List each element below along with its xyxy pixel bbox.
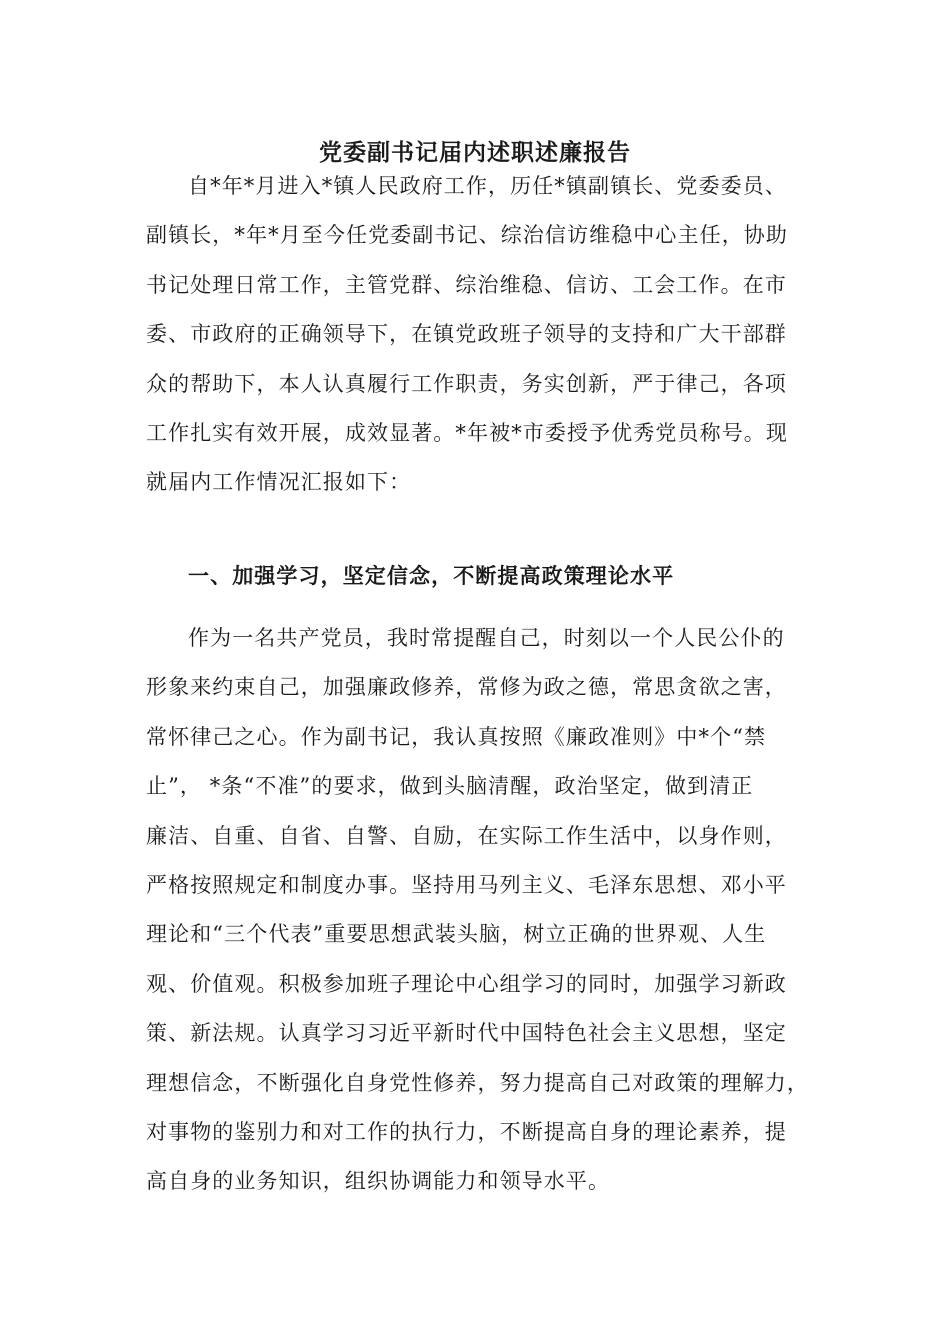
paragraph-line: 工作扎实有效开展，成效显著。*年被*市委授予优秀党员称号。现 xyxy=(146,420,788,445)
paragraph-line: 止”， *条“不准”的要求，做到头脑清醒，政治坚定，做到清正 xyxy=(146,774,754,799)
section-1-paragraph xyxy=(146,614,818,1207)
paragraph-line: 严格按照规定和制度办事。坚持用马列主义、毛泽东思想、邓小平 xyxy=(146,872,787,897)
paragraph-line: 作为一名共产党员，我时常提醒自己，时刻以一个人民公仆的 xyxy=(188,626,785,650)
paragraph-line: 常怀律己之心。作为副书记，我认真按照《廉政准则》中*个“禁 xyxy=(146,724,767,749)
paragraph-line: 高自身的业务知识，组织协调能力和领导水平。 xyxy=(146,1169,611,1194)
paragraph-line: 对事物的鉴别力和对工作的执行力，不断提高自身的理论素养，提 xyxy=(146,1119,787,1144)
paragraph-line: 形象来约束自己，加强廉政修养，常修为政之德，常思贪欲之害， xyxy=(146,675,787,700)
intro-paragraph xyxy=(146,162,818,508)
paragraph-line: 就届内工作情况汇报如下： xyxy=(146,470,412,495)
paragraph-line: 书记处理日常工作，主管党群、综治维稳、信访、工会工作。在市 xyxy=(146,272,787,297)
section-heading-1: 一、加强学习，坚定信念，不断提高政策理论水平 xyxy=(188,563,675,588)
paragraph-line: 廉洁、自重、自省、自警、自励，在实际工作生活中，以身作则， xyxy=(146,823,787,848)
paragraph-line: 理论和“三个代表”重要思想武装头脑，树立正确的世界观、人生 xyxy=(146,922,767,947)
paragraph-line: 众的帮助下，本人认真履行工作职责，务实创新，严于律己，各项 xyxy=(146,371,787,396)
document-title: 党委副书记届内述职述廉报告 xyxy=(319,139,631,166)
paragraph-line: 观、价值观。积极参加班子理论中心组学习的同时，加强学习新政 xyxy=(146,971,787,996)
paragraph-line: 副镇长，*年*月至今任党委副书记、综治信访维稳中心主任，协助 xyxy=(146,223,788,248)
paragraph-line: 理想信念，不断强化自身党性修养，努力提高自己对政策的理解力， xyxy=(146,1070,809,1095)
paragraph-line: 自*年*月进入*镇人民政府工作，历任*镇副镇长、党委委员、 xyxy=(188,174,787,198)
paragraph-line: 策、新法规。认真学习习近平新时代中国特色社会主义思想，坚定 xyxy=(146,1021,787,1046)
paragraph-line: 委、市政府的正确领导下，在镇党政班子领导的支持和广大干部群 xyxy=(146,322,787,347)
